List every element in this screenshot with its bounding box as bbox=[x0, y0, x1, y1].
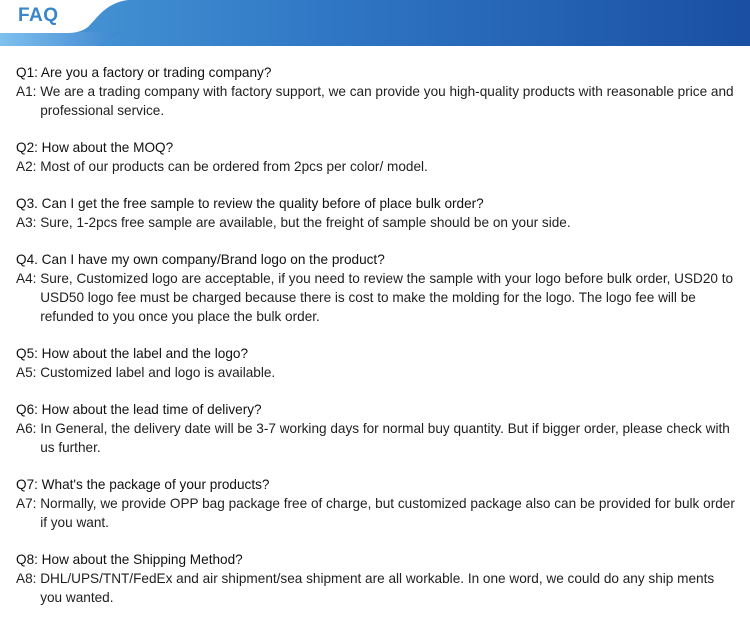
answer-text: Sure, 1-2pcs free sample are available, but the freight of sample should be on your side. bbox=[40, 215, 571, 230]
faq-question: Q2: How about the MOQ? bbox=[16, 140, 174, 155]
answer-prefix: A8: bbox=[16, 571, 41, 586]
faq-item-7 bbox=[16, 475, 738, 532]
faq-header bbox=[0, 0, 750, 46]
answer-prefix: A7: bbox=[16, 496, 41, 511]
answer-prefix: A2: bbox=[16, 159, 41, 174]
answer-text: Most of our products can be ordered from 2pcs per color/ model. bbox=[40, 159, 428, 174]
answer-prefix: A5: bbox=[16, 365, 41, 380]
faq-item-1 bbox=[16, 63, 738, 120]
faq-answer bbox=[16, 269, 738, 326]
faq-answer bbox=[16, 419, 738, 457]
faq-item-6 bbox=[16, 400, 738, 457]
faq-answer bbox=[16, 363, 738, 382]
answer-text: We are a trading company with factory support, we can provide you high-quality products with reasonable price and professional service. bbox=[40, 84, 734, 118]
answer-text: DHL/UPS/TNT/FedEx and air shipment/sea shipment are all workable. In one word, we could do any ship ments you wanted. bbox=[40, 571, 715, 605]
faq-answer bbox=[16, 213, 738, 232]
faq-question: Q5: How about the label and the logo? bbox=[16, 346, 249, 361]
answer-text: Customized label and logo is available. bbox=[40, 365, 276, 380]
answer-text: Normally, we provide OPP bag package free of charge, but customized package also can be provided for bulk order if you want. bbox=[40, 496, 735, 530]
answer-prefix: A4: bbox=[16, 271, 41, 286]
answer-prefix: A6: bbox=[16, 421, 41, 436]
answer-text: Sure, Customized logo are acceptable, if you need to review the sample with your logo before bulk order, USD20 to USD50 logo fee must be charged because there is cost to make the molding for the logo. The logo fee will be refunded to you once you place the bulk order. bbox=[40, 271, 734, 324]
faq-item-4 bbox=[16, 250, 738, 326]
answer-prefix: A1: bbox=[16, 84, 41, 99]
faq-question: Q4. Can I have my own company/Brand logo on the product? bbox=[16, 252, 385, 267]
faq-question: Q6: How about the lead time of delivery? bbox=[16, 402, 262, 417]
faq-question: Q3. Can I get the free sample to review the quality before of place bulk order? bbox=[16, 196, 484, 211]
faq-question: Q7: What's the package of your products? bbox=[16, 477, 270, 492]
page-title: FAQ bbox=[18, 5, 59, 26]
faq-item-2 bbox=[16, 138, 738, 176]
faq-question: Q8: How about the Shipping Method? bbox=[16, 552, 243, 567]
faq-question: Q1: Are you a factory or trading company? bbox=[16, 65, 272, 80]
faq-item-8 bbox=[16, 550, 738, 607]
answer-prefix: A3: bbox=[16, 215, 41, 230]
faq-answer bbox=[16, 157, 738, 176]
faq-item-5 bbox=[16, 344, 738, 382]
header-banner-graphic bbox=[0, 0, 750, 46]
faq-list bbox=[16, 63, 738, 625]
answer-text: In General, the delivery date will be 3-7 working days for normal buy quantity. But if bigger order, please check with us further. bbox=[40, 421, 730, 455]
faq-answer bbox=[16, 82, 738, 120]
faq-item-3 bbox=[16, 194, 738, 232]
faq-answer bbox=[16, 569, 738, 607]
faq-answer bbox=[16, 494, 738, 532]
